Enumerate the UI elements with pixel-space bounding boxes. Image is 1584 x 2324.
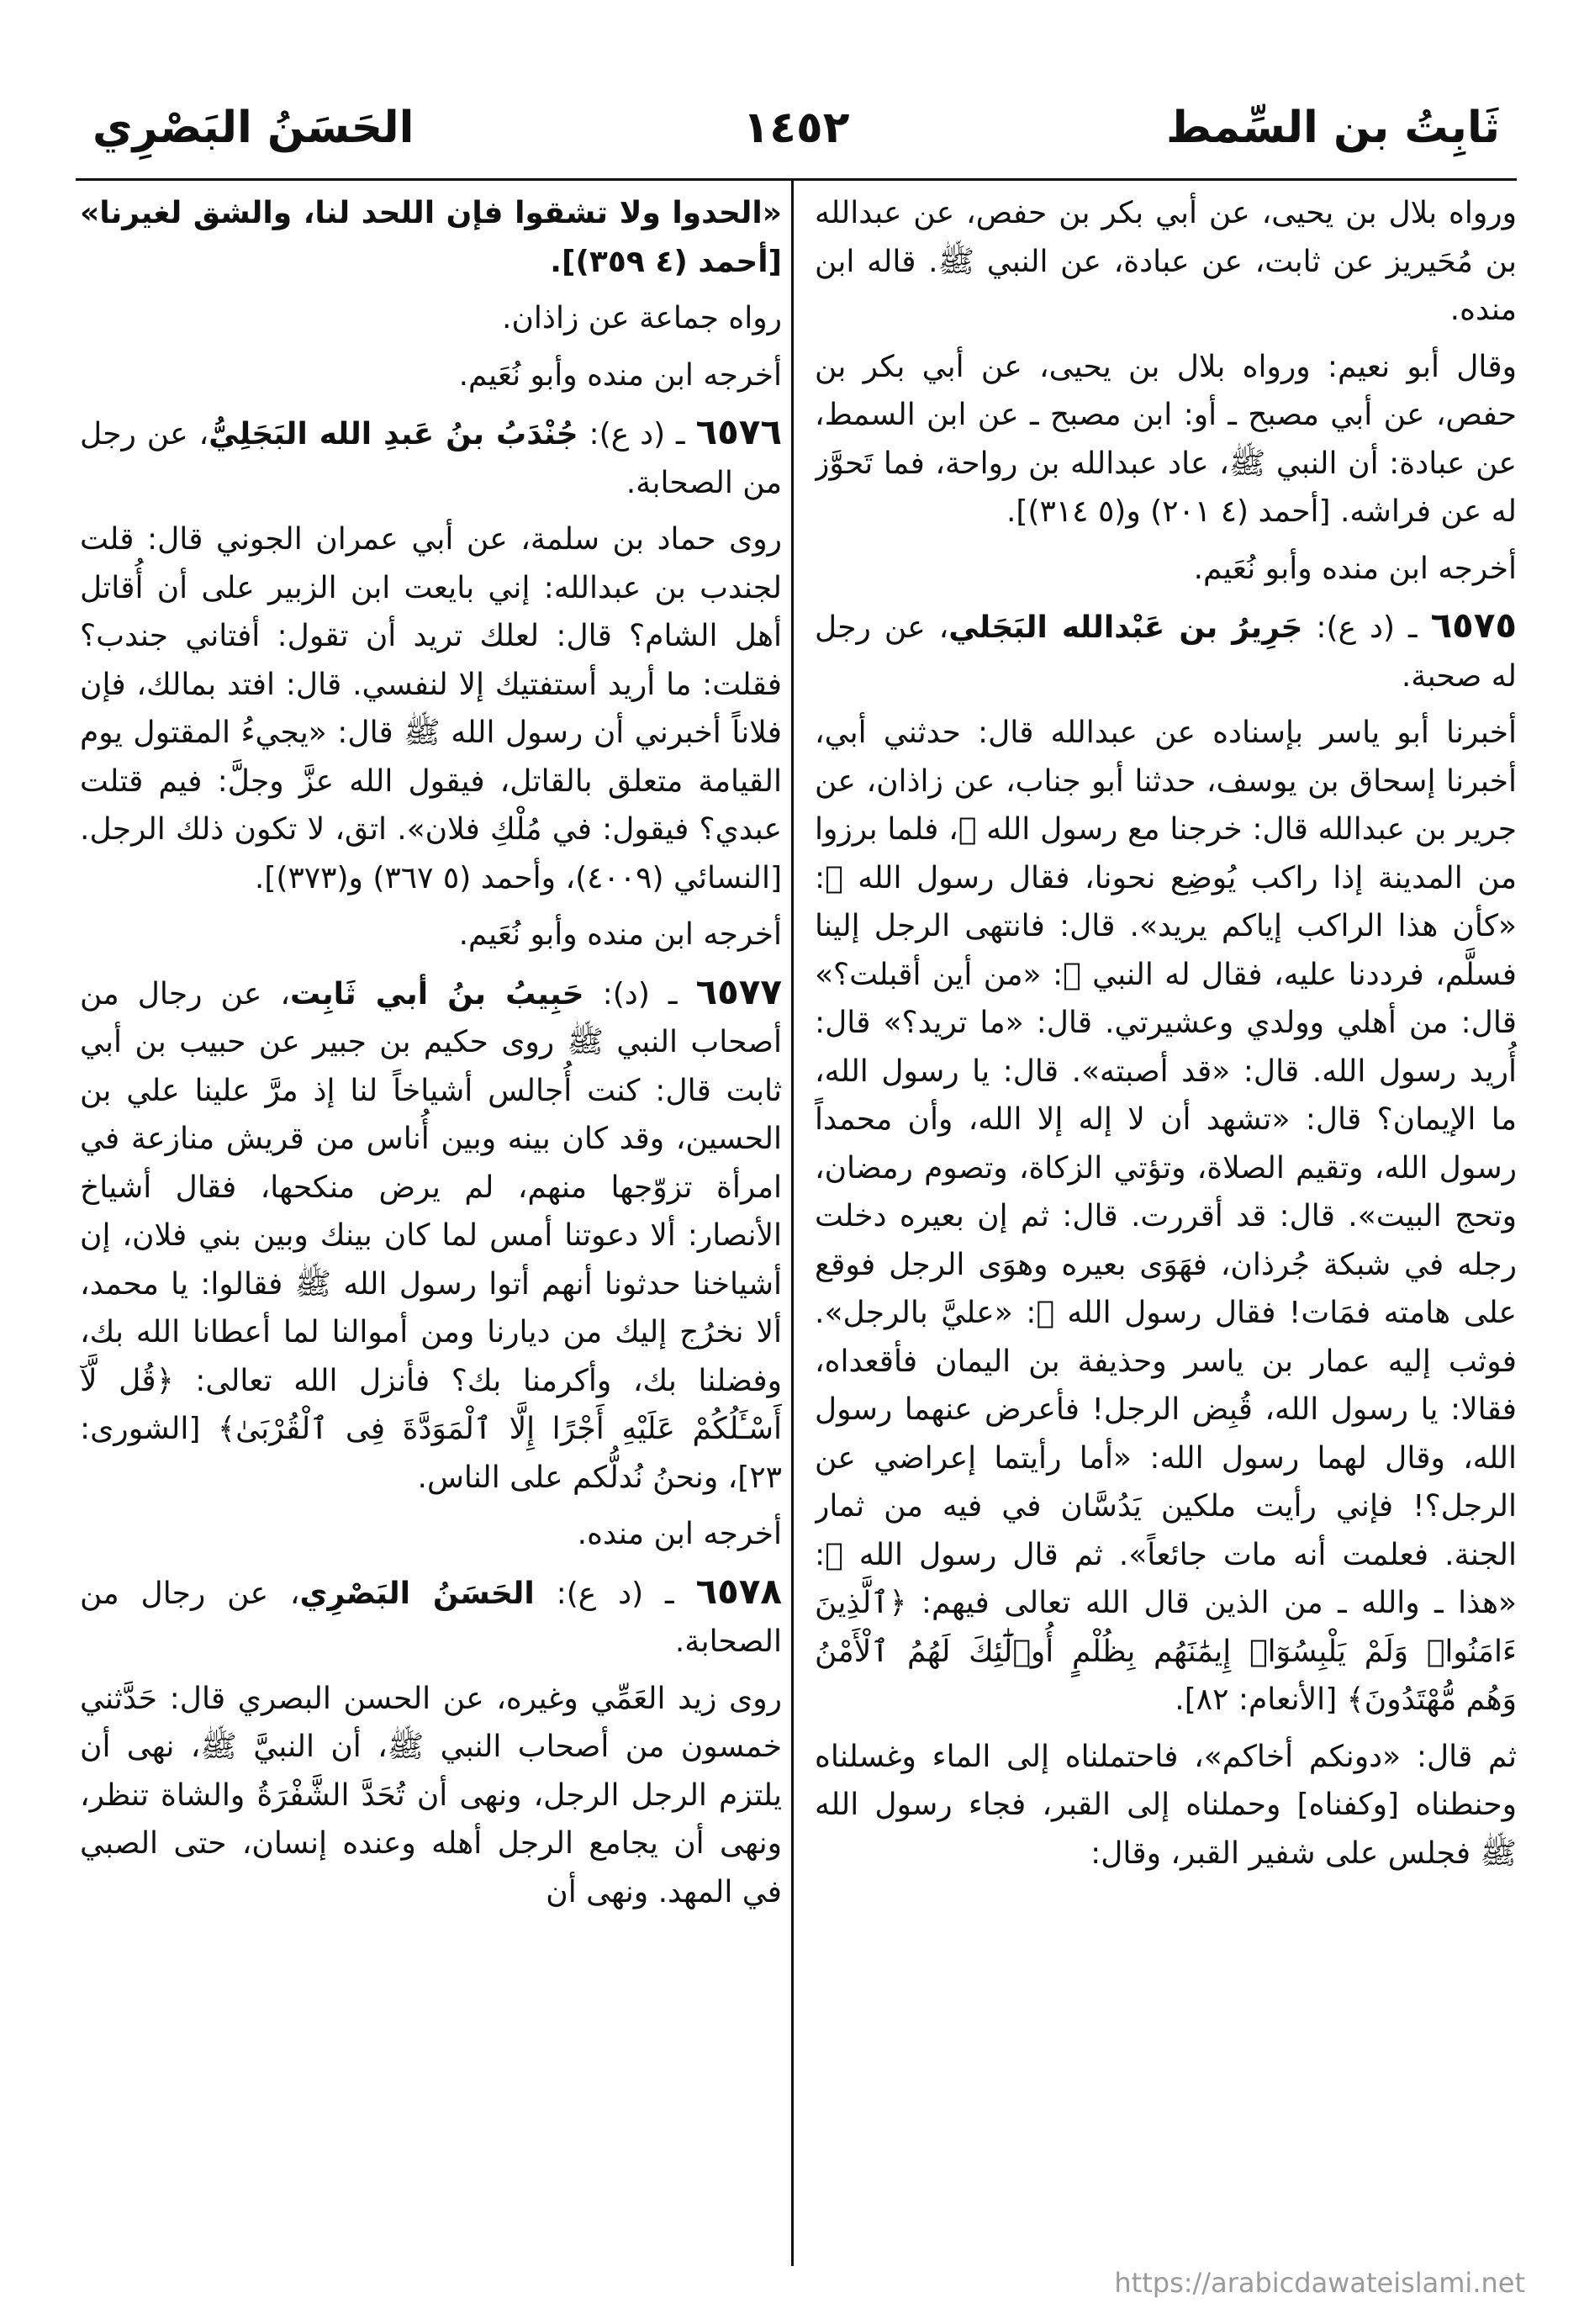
paragraph: أخرجه ابن منده. — [577, 1517, 782, 1551]
entry-name: جُنْدَبُ بنُ عَبدِ الله البَجَلِيُّ — [209, 417, 578, 452]
column-divider — [791, 181, 794, 2266]
entry-tag: ـ (د ع): — [1302, 610, 1431, 645]
entry-name: حَبِيبُ بنُ أبي ثَابِت — [290, 976, 584, 1011]
entry-rest: ، عن رجل من الصحابة. — [80, 417, 782, 500]
entry-name: جَرِيرُ بن عَبْدالله البَجَلي — [948, 610, 1303, 645]
entry-rest: ، عن رجال من الصحابة. — [80, 1576, 782, 1659]
paragraph: «الحدوا ولا تشقوا فإن اللحد لنا، والشق لغيرنا» [أحمد (٤ ٣٥٩)]. — [80, 196, 782, 279]
paragraph: وقال أبو نعيم: ورواه بلال بن يحيى، عن أبي بكر بن حفص، عن أبي مصبح ـ أو: ابن مصبح ـ عن ابن السمط، عن عبادة: أن النبي ﷺ، عاد عبدالله بن رواحة، فما تَحوَّز له عن فراشه. [أحمد (٤ ٢٠١) و(٥ ٣١٤)]. — [815, 349, 1517, 529]
paragraph: روى حماد بن سلمة، عن أبي عمران الجوني قال: قلت لجندب بن عبدالله: إني بايعت ابن الزبير على أن أُقاتل أهل الشام؟ قال: لعلك تريد أن تقول: أفتاني جندب؟ فقلت: ما أريد أستفتيك إلا لنفسي. قال: افتد بمالك، فإن فلاناً أخبرني أن رسول الله ﷺ قال: «يجيءُ المقتول يوم القيامة متعلق بالقاتل، فيقول الله عزَّ وجلَّ: فيم قتلت عبدي؟ فيقول: في مُلْكِ فلان». اتق، لا تكون ذلك الرجل. [النسائي (٤٠٠٩)، وأحمد (٥ ٣٦٧) و(٣٧٣)]. — [80, 522, 782, 895]
entry-tag: ـ (د ع): — [578, 417, 696, 452]
entry-tag: ـ (د): — [583, 976, 696, 1011]
running-title-right: ثَابِتُ بن السِّمط — [1166, 103, 1500, 153]
entry-rest: ، عن رجال من أصحاب النبي ﷺ روى حكيم بن جبير عن حبيب بن أبي ثابت قال: كنت أُجالس أشياخاً لنا إذ مرَّ علينا علي بن الحسين، وقد كان بينه وبين أُناس من قريش منازعة في امرأة تزوّجها منهم، لم يرض منكحها، فقال أشياخ الأنصار: ألا دعوتنا أمس لما كان بينك وبين بني فلان، إن أشياخنا حدثونا أنهم أتوا رسول الله ﷺ فقالوا: يا محمد، ألا نخرُج إليك من ديارنا ومن أموالنا لما أعطانا الله بك، وفضلنا بك، وأكرمنا بك؟ فأنزل الله تعالى: ﴿قُل لَّآ أَسْـَٔلُكُمْ عَلَيْهِ أَجْرًا إِلَّا ٱلْمَوَدَّةَ فِى ٱلْقُرْبَىٰ﴾ [الشورى: ٢٣]، ونحنُ نُدلُّكم على الناس. — [80, 976, 782, 1495]
entry-heading — [80, 1567, 782, 1666]
entry-number: ٦٥٧٧ — [695, 970, 782, 1012]
entry-heading — [80, 968, 782, 1503]
paragraph: أخرجه ابن منده وأبو نُعَيم. — [1193, 551, 1517, 586]
left-column — [80, 189, 782, 2266]
page-header — [76, 94, 1517, 181]
entry-heading — [80, 408, 782, 507]
entry-rest: ، عن رجل له صحبة. — [815, 610, 1517, 694]
entry-name: الحَسَنُ البَصْرِي — [299, 1576, 535, 1611]
paragraph: ورواه بلال بن يحيى، عن أبي بكر بن حفص، عن عبدالله بن مُحَيريز عن ثابت، عن عبادة، عن النبي ﷺ. قاله ابن منده. — [815, 196, 1517, 327]
entry-number: ٦٥٧٥ — [1430, 605, 1517, 646]
watermark-url: https://arabicdawateislami.net — [1114, 2267, 1525, 2299]
right-column — [815, 189, 1517, 2266]
entry-number: ٦٥٧٨ — [695, 1570, 782, 1612]
paragraph: أخرجه ابن منده وأبو نُعَيم. — [458, 357, 782, 393]
paragraph: أخرجه ابن منده وأبو نُعَيم. — [458, 917, 782, 952]
entry-number: ٦٥٧٦ — [695, 411, 782, 452]
running-title-left: الحَسَنُ البَصْرِي — [92, 103, 414, 153]
paragraph: ثم قال: «دونكم أخاكم»، فاحتملناه إلى الماء وغسلناه وحنطناه [وكفناه] وحملناه إلى القبر، فجاء رسول الله ﷺ فجلس على شفير القبر، وقال: — [815, 1739, 1517, 1871]
paragraph: روى زيد العَمِّي وغيره، عن الحسن البصري قال: حَدَّثني خمسون من أصحاب النبي ﷺ، أن النبيَّ ﷺ، نهى أن يلتزم الرجل الرجل، ونهى أن تُحَدَّ الشَّفْرَةُ والشاة تنظر، ونهى أن يجامع الرجل أهله وعنده إنسان، حتى الصبي في المهد. ونهى أن — [80, 1681, 782, 1909]
paragraph: رواه جماعة عن زاذان. — [502, 301, 782, 335]
entry-heading — [815, 601, 1517, 700]
paragraph: أخبرنا أبو ياسر بإسناده عن عبدالله قال: حدثني أبي، أخبرنا إسحاق بن يوسف، حدثنا أبو جناب، عن زاذان، عن جرير بن عبدالله قال: خرجنا مع رسول الله ﷺ، فلما برزوا من المدينة إذا راكب يُوضِع نحونا، فقال رسول الله ﷺ: «كأن هذا الراكب إياكم يريد». قال: فانتهى الرجل إلينا فسلَّم، فرددنا عليه، فقال له النبي ﷺ: «من أين أقبلت؟» قال: من أهلي وولدي وعشيرتي. قال: «ما تريد؟» قال: أُريد رسول الله. قال: «قد أصبته». قال: يا رسول الله، ما الإيمان؟ قال: «تشهد أن لا إله إلا الله، وأن محمداً رسول الله، وتقيم الصلاة، وتؤتي الزكاة، وتصوم رمضان، وتحج البيت». قال: قد أقررت. قال: ثم إن بعيره دخلت رجله في شبكة جُرذان، فهَوَى بعيره وهوَى الرجل فوقع على هامته فمَات! فقال رسول الله ﷺ: «عليَّ بالرجل». فوثب إليه عمار بن ياسر وحذيفة بن اليمان فأقعداه، فقالا: يا رسول الله، قُبِض الرجل! فأعرض عنهما رسول الله، وقال لهما رسول الله: «أما رأيتما إعراضي عن الرجل؟! فإني رأيت ملكين يَدُسَّان في فيه من ثمار الجنة. فعلمت أنه مات جائعاً». ثم قال رسول الله ﷺ: «هذا ـ والله ـ من الذين قال الله تعالى فيهم: ﴿ٱلَّذِينَ ءَامَنُوا۟ وَلَمْ يَلْبِسُوٓا۟ إِيمَٰنَهُم بِظُلْمٍ أُو۟لَٰٓئِكَ لَهُمُ ٱلْأَمْنُ وَهُم مُّهْتَدُونَ﴾ [الأنعام: ٨٢]. — [815, 716, 1517, 1717]
page-number: ١٤٥٢ — [742, 103, 850, 153]
entry-tag: ـ (د ع): — [534, 1576, 696, 1611]
